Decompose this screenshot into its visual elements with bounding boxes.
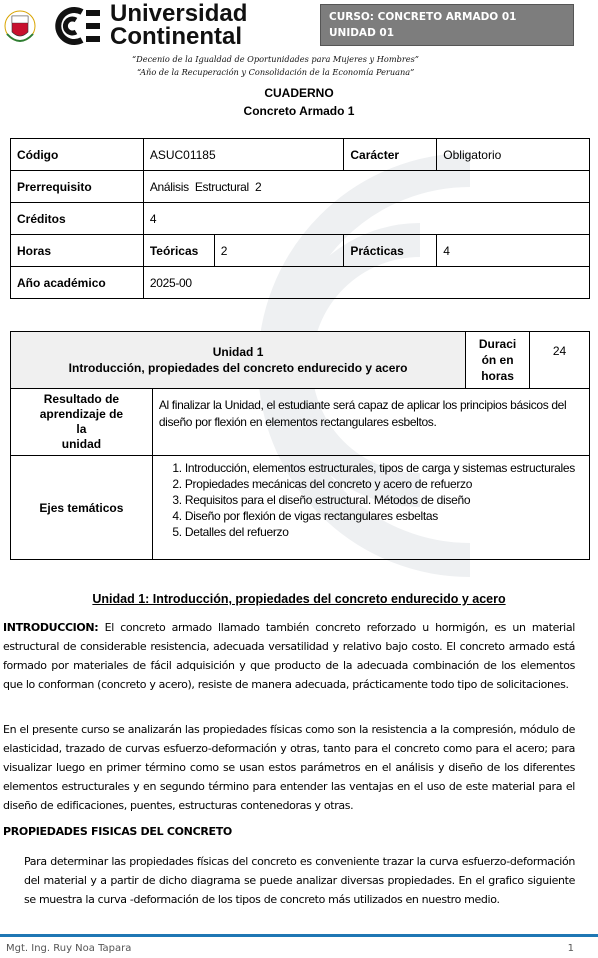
teoricas-value: 2 [214, 235, 344, 267]
intro-lead: INTRODUCCION: [3, 621, 99, 634]
creditos-value: 4 [143, 203, 589, 235]
continental-logo-icon [42, 6, 102, 46]
practicas-value: 4 [437, 235, 590, 267]
university-name [110, 2, 247, 48]
resultado-label-line: aprendizaje de [39, 407, 124, 421]
list-item: 1. Introducción, elementos estructurales, tipos de carga y sistemas estructurales [185, 460, 583, 476]
course-label-box [320, 4, 574, 46]
unit-table [10, 331, 590, 560]
list-item: 2. Propiedades mecánicas del concreto y acero de refuerzo [185, 476, 583, 492]
resultado-label-line: la [76, 422, 87, 436]
prerrequisito-label: Prerrequisito [11, 171, 144, 203]
table-row [11, 389, 590, 456]
resultado-text: Al finalizar la Unidad, el estudiante será capaz de aplicar los principios básicos del diseño por flexión en elementos rectangulares esbeltos. [152, 389, 589, 456]
list-item: 3. Requisitos para el diseño estructural. Métodos de diseño [185, 492, 583, 508]
section-title: Unidad 1: Introducción, propiedades del concreto endurecido y acero [92, 592, 506, 606]
anio-value: 2025-00 [143, 267, 589, 299]
intro-text: El concreto armado llamado también concreto reforzado u hormigón, es un material estructural de considerable resistencia, adecuada versatilidad y relativo bajo costo. El concreto armado está formado por materiales de fácil adquisición y que producto de la adecuada combinación de los elementos que lo conforman (concreto y acero), resiste de manera adecuada, prácticamente todo tipo de solicitaciones. [3, 621, 575, 691]
list-item: 5. Detalles del refuerzo [185, 524, 583, 540]
table-row [11, 267, 590, 299]
teoricas-label: Teóricas [143, 235, 214, 267]
footer-author: Mgt. Ing. Ruy Noa Tapara [6, 943, 132, 954]
duracion-label-line: ón en [481, 353, 514, 367]
intro-paragraph [3, 618, 575, 694]
footer-divider [0, 934, 598, 937]
paragraph-2: En el presente curso se analizarán las propiedades físicas como son la resistencia a la compresión, módulo de elasticidad, trazado de curvas esfuerzo-deformación y otras, tanto para el concreto como para el acero; para visualizar luego en primer término como se usan estos parámetros en el análisis y diseño de los diferentes elementos estructurales y en segundo término para entender las ventajas en el uso de este material para el diseño de edificaciones, puentes, estructuras contenedoras y otras. [3, 723, 575, 812]
unit-subtitle: Introducción, propiedades del concreto endurecido y acero [68, 361, 408, 375]
ejes-list-cell [152, 456, 589, 560]
peru-crest-icon [3, 4, 37, 50]
document-subtitle: Concreto Armado 1 [243, 104, 355, 118]
caracter-label: Carácter [344, 139, 437, 171]
university-name-line1: Universidad [110, 0, 248, 27]
creditos-label: Créditos [11, 203, 144, 235]
practicas-label: Prácticas [344, 235, 437, 267]
table-row [11, 456, 590, 560]
table-row [11, 332, 590, 389]
prerrequisito-value: Análisis Estructural 2 [143, 171, 589, 203]
unit-label: UNIDAD 01 [329, 27, 395, 39]
codigo-value: ASUC01185 [143, 139, 344, 171]
decree-line-2: “Año de la Recuperación y Consolidación de la Economía Peruana” [137, 67, 415, 77]
horas-label: Horas [11, 235, 144, 267]
resultado-label [11, 389, 153, 456]
subheading: PROPIEDADES FISICAS DEL CONCRETO [3, 825, 232, 838]
resultado-label-line: Resultado de [43, 392, 120, 406]
course-info-table [10, 138, 590, 299]
university-name-line2: Continental [110, 23, 242, 50]
unit-title-cell [11, 332, 466, 389]
document-title: CUADERNO [264, 86, 334, 100]
anio-label: Año académico [11, 267, 144, 299]
table-row [11, 171, 590, 203]
course-label: CURSO: CONCRETO ARMADO 01 [329, 11, 517, 23]
ejes-list [159, 460, 583, 540]
ejes-label: Ejes temáticos [11, 456, 153, 560]
table-row [11, 139, 590, 171]
table-row [11, 235, 590, 267]
table-row [11, 203, 590, 235]
caracter-value: Obligatorio [437, 139, 590, 171]
decree-line-1: “Decenio de la Igualdad de Oportunidades para Mujeres y Hombres” [132, 54, 419, 64]
duracion-label [466, 332, 530, 389]
page-number: 1 [567, 943, 574, 954]
unit-title: Unidad 1 [212, 345, 264, 359]
duracion-value: 24 [530, 332, 590, 389]
duracion-label-line: horas [481, 369, 514, 383]
list-item: 4. Diseño por flexión de vigas rectangulares esbeltas [185, 508, 583, 524]
duracion-label-line: Duraci [478, 337, 517, 351]
resultado-label-line: unidad [61, 437, 102, 451]
codigo-label: Código [11, 139, 144, 171]
paragraph-3: Para determinar las propiedades físicas del concreto es conveniente trazar la curva esfuerzo-deformación del material y a partir de dicho diagrama se puede analizar diversas propiedades. En el grafico siguiente se muestra la curva -deformación de los tipos de concreto más utilizados en nuestro medio. [24, 855, 575, 906]
